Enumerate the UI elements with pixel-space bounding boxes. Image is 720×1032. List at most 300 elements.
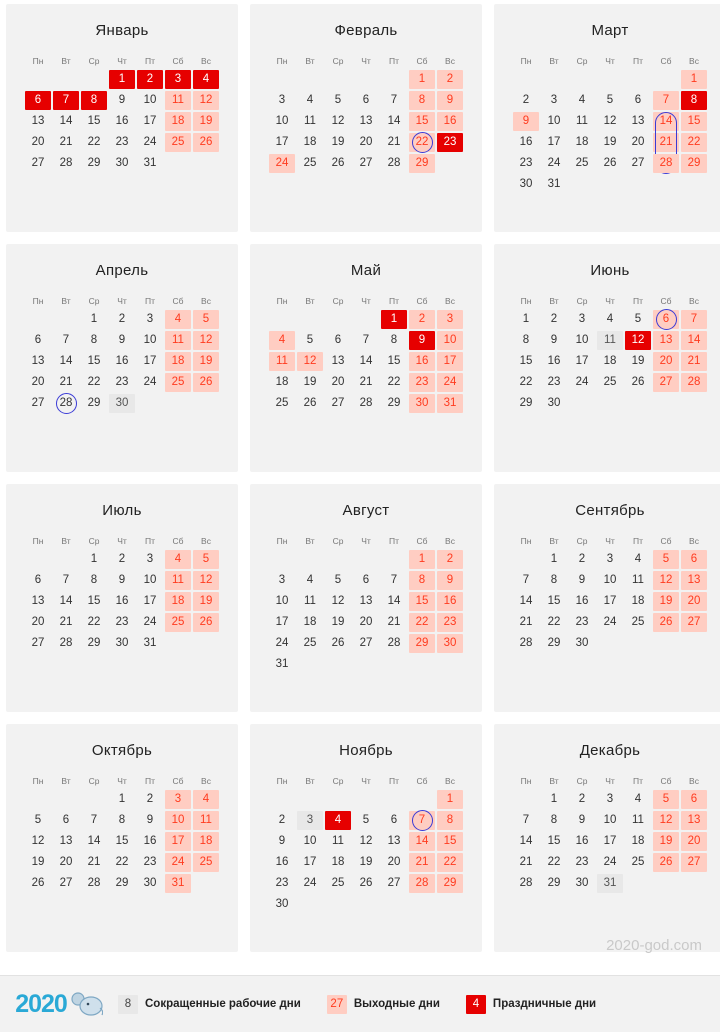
day-cell[interactable] (108, 393, 136, 414)
day-cell[interactable] (324, 90, 352, 111)
day-cell[interactable] (680, 111, 708, 132)
day-cell[interactable] (408, 393, 436, 414)
day-cell[interactable] (436, 633, 464, 654)
day-cell[interactable] (652, 810, 680, 831)
day-cell[interactable] (568, 309, 596, 330)
day-cell[interactable] (296, 90, 324, 111)
day-cell[interactable] (380, 351, 408, 372)
day-cell[interactable] (296, 810, 324, 831)
day-cell[interactable] (408, 549, 436, 570)
day-cell[interactable] (652, 591, 680, 612)
day-cell[interactable] (324, 831, 352, 852)
day-cell[interactable] (596, 789, 624, 810)
day-cell[interactable] (512, 810, 540, 831)
day-cell[interactable] (108, 873, 136, 894)
day-cell[interactable] (268, 351, 296, 372)
day-cell[interactable] (512, 570, 540, 591)
day-cell[interactable] (268, 873, 296, 894)
day-cell[interactable] (408, 153, 436, 174)
day-cell[interactable] (408, 351, 436, 372)
day-cell[interactable] (296, 612, 324, 633)
day-cell[interactable] (436, 873, 464, 894)
day-cell[interactable] (652, 789, 680, 810)
day-cell[interactable] (24, 633, 52, 654)
day-cell[interactable] (512, 351, 540, 372)
day-cell[interactable] (352, 633, 380, 654)
day-cell[interactable] (512, 393, 540, 414)
day-cell[interactable] (108, 570, 136, 591)
day-cell[interactable] (296, 132, 324, 153)
day-cell[interactable] (80, 612, 108, 633)
day-cell[interactable] (652, 90, 680, 111)
day-cell[interactable] (624, 831, 652, 852)
day-cell[interactable] (408, 831, 436, 852)
day-cell[interactable] (408, 810, 436, 831)
day-cell[interactable] (164, 591, 192, 612)
day-cell[interactable] (624, 612, 652, 633)
day-cell[interactable] (324, 570, 352, 591)
day-cell[interactable] (108, 69, 136, 90)
day-cell[interactable] (568, 111, 596, 132)
day-cell[interactable] (192, 831, 220, 852)
day-cell[interactable] (352, 330, 380, 351)
day-cell[interactable] (380, 330, 408, 351)
day-cell[interactable] (436, 111, 464, 132)
day-cell[interactable] (24, 570, 52, 591)
day-cell[interactable] (324, 393, 352, 414)
day-cell[interactable] (192, 591, 220, 612)
day-cell[interactable] (136, 873, 164, 894)
day-cell[interactable] (680, 570, 708, 591)
day-cell[interactable] (296, 633, 324, 654)
day-cell[interactable] (80, 633, 108, 654)
day-cell[interactable] (164, 789, 192, 810)
day-cell[interactable] (52, 873, 80, 894)
day-cell[interactable] (512, 831, 540, 852)
day-cell[interactable] (164, 372, 192, 393)
day-cell[interactable] (324, 810, 352, 831)
day-cell[interactable] (436, 831, 464, 852)
day-cell[interactable] (164, 69, 192, 90)
day-cell[interactable] (436, 591, 464, 612)
day-cell[interactable] (24, 612, 52, 633)
day-cell[interactable] (268, 612, 296, 633)
day-cell[interactable] (540, 132, 568, 153)
day-cell[interactable] (596, 852, 624, 873)
day-cell[interactable] (108, 789, 136, 810)
day-cell[interactable] (352, 852, 380, 873)
day-cell[interactable] (408, 591, 436, 612)
day-cell[interactable] (52, 570, 80, 591)
day-cell[interactable] (268, 591, 296, 612)
day-cell[interactable] (164, 612, 192, 633)
day-cell[interactable] (596, 873, 624, 894)
day-cell[interactable] (52, 612, 80, 633)
day-cell[interactable] (380, 873, 408, 894)
day-cell[interactable] (24, 591, 52, 612)
day-cell[interactable] (80, 372, 108, 393)
day-cell[interactable] (680, 309, 708, 330)
day-cell[interactable] (192, 69, 220, 90)
day-cell[interactable] (192, 132, 220, 153)
day-cell[interactable] (268, 90, 296, 111)
day-cell[interactable] (624, 309, 652, 330)
day-cell[interactable] (108, 372, 136, 393)
day-cell[interactable] (380, 570, 408, 591)
day-cell[interactable] (408, 111, 436, 132)
day-cell[interactable] (324, 591, 352, 612)
day-cell[interactable] (296, 372, 324, 393)
day-cell[interactable] (624, 372, 652, 393)
day-cell[interactable] (268, 372, 296, 393)
day-cell[interactable] (596, 351, 624, 372)
day-cell[interactable] (652, 330, 680, 351)
day-cell[interactable] (408, 852, 436, 873)
day-cell[interactable] (296, 393, 324, 414)
day-cell[interactable] (624, 852, 652, 873)
day-cell[interactable] (436, 570, 464, 591)
day-cell[interactable] (680, 153, 708, 174)
day-cell[interactable] (568, 351, 596, 372)
day-cell[interactable] (24, 330, 52, 351)
day-cell[interactable] (296, 111, 324, 132)
day-cell[interactable] (652, 612, 680, 633)
day-cell[interactable] (52, 90, 80, 111)
day-cell[interactable] (80, 831, 108, 852)
day-cell[interactable] (680, 90, 708, 111)
day-cell[interactable] (296, 852, 324, 873)
day-cell[interactable] (380, 111, 408, 132)
day-cell[interactable] (540, 873, 568, 894)
day-cell[interactable] (80, 549, 108, 570)
day-cell[interactable] (680, 852, 708, 873)
day-cell[interactable] (136, 372, 164, 393)
day-cell[interactable] (680, 372, 708, 393)
day-cell[interactable] (652, 372, 680, 393)
day-cell[interactable] (136, 633, 164, 654)
day-cell[interactable] (352, 591, 380, 612)
day-cell[interactable] (540, 351, 568, 372)
day-cell[interactable] (540, 153, 568, 174)
day-cell[interactable] (540, 570, 568, 591)
day-cell[interactable] (568, 153, 596, 174)
day-cell[interactable] (324, 372, 352, 393)
day-cell[interactable] (164, 852, 192, 873)
day-cell[interactable] (680, 591, 708, 612)
day-cell[interactable] (108, 309, 136, 330)
day-cell[interactable] (408, 612, 436, 633)
day-cell[interactable] (568, 852, 596, 873)
day-cell[interactable] (108, 810, 136, 831)
day-cell[interactable] (268, 132, 296, 153)
day-cell[interactable] (108, 549, 136, 570)
day-cell[interactable] (352, 153, 380, 174)
day-cell[interactable] (596, 831, 624, 852)
day-cell[interactable] (352, 612, 380, 633)
day-cell[interactable] (596, 591, 624, 612)
day-cell[interactable] (540, 831, 568, 852)
day-cell[interactable] (408, 309, 436, 330)
day-cell[interactable] (624, 132, 652, 153)
day-cell[interactable] (540, 393, 568, 414)
day-cell[interactable] (436, 330, 464, 351)
day-cell[interactable] (192, 570, 220, 591)
day-cell[interactable] (596, 132, 624, 153)
day-cell[interactable] (52, 153, 80, 174)
day-cell[interactable] (324, 351, 352, 372)
day-cell[interactable] (52, 132, 80, 153)
day-cell[interactable] (624, 153, 652, 174)
day-cell[interactable] (512, 132, 540, 153)
day-cell[interactable] (380, 153, 408, 174)
day-cell[interactable] (136, 789, 164, 810)
day-cell[interactable] (436, 810, 464, 831)
day-cell[interactable] (512, 612, 540, 633)
day-cell[interactable] (80, 153, 108, 174)
day-cell[interactable] (352, 132, 380, 153)
day-cell[interactable] (540, 789, 568, 810)
day-cell[interactable] (352, 873, 380, 894)
day-cell[interactable] (380, 810, 408, 831)
day-cell[interactable] (596, 549, 624, 570)
day-cell[interactable] (324, 132, 352, 153)
day-cell[interactable] (268, 153, 296, 174)
day-cell[interactable] (540, 852, 568, 873)
day-cell[interactable] (296, 351, 324, 372)
day-cell[interactable] (680, 810, 708, 831)
day-cell[interactable] (324, 633, 352, 654)
day-cell[interactable] (136, 549, 164, 570)
day-cell[interactable] (436, 789, 464, 810)
day-cell[interactable] (108, 591, 136, 612)
day-cell[interactable] (324, 153, 352, 174)
day-cell[interactable] (80, 111, 108, 132)
day-cell[interactable] (52, 810, 80, 831)
day-cell[interactable] (192, 90, 220, 111)
day-cell[interactable] (408, 633, 436, 654)
day-cell[interactable] (136, 852, 164, 873)
day-cell[interactable] (352, 570, 380, 591)
day-cell[interactable] (268, 894, 296, 915)
day-cell[interactable] (352, 111, 380, 132)
day-cell[interactable] (624, 549, 652, 570)
day-cell[interactable] (652, 351, 680, 372)
day-cell[interactable] (296, 591, 324, 612)
day-cell[interactable] (108, 111, 136, 132)
day-cell[interactable] (624, 591, 652, 612)
day-cell[interactable] (512, 372, 540, 393)
day-cell[interactable] (540, 633, 568, 654)
day-cell[interactable] (380, 612, 408, 633)
day-cell[interactable] (624, 330, 652, 351)
day-cell[interactable] (324, 111, 352, 132)
day-cell[interactable] (512, 309, 540, 330)
day-cell[interactable] (436, 309, 464, 330)
day-cell[interactable] (296, 831, 324, 852)
day-cell[interactable] (324, 873, 352, 894)
day-cell[interactable] (324, 330, 352, 351)
day-cell[interactable] (52, 852, 80, 873)
day-cell[interactable] (164, 351, 192, 372)
day-cell[interactable] (192, 612, 220, 633)
day-cell[interactable] (408, 330, 436, 351)
day-cell[interactable] (108, 633, 136, 654)
day-cell[interactable] (380, 591, 408, 612)
day-cell[interactable] (108, 831, 136, 852)
day-cell[interactable] (512, 90, 540, 111)
day-cell[interactable] (108, 852, 136, 873)
day-cell[interactable] (24, 132, 52, 153)
day-cell[interactable] (596, 153, 624, 174)
day-cell[interactable] (108, 132, 136, 153)
day-cell[interactable] (52, 393, 80, 414)
day-cell[interactable] (380, 831, 408, 852)
day-cell[interactable] (52, 831, 80, 852)
day-cell[interactable] (192, 372, 220, 393)
day-cell[interactable] (24, 153, 52, 174)
day-cell[interactable] (568, 570, 596, 591)
day-cell[interactable] (268, 570, 296, 591)
day-cell[interactable] (164, 810, 192, 831)
day-cell[interactable] (108, 330, 136, 351)
day-cell[interactable] (164, 330, 192, 351)
day-cell[interactable] (596, 111, 624, 132)
day-cell[interactable] (512, 633, 540, 654)
day-cell[interactable] (680, 330, 708, 351)
day-cell[interactable] (296, 153, 324, 174)
day-cell[interactable] (164, 111, 192, 132)
day-cell[interactable] (380, 372, 408, 393)
day-cell[interactable] (568, 873, 596, 894)
day-cell[interactable] (436, 90, 464, 111)
day-cell[interactable] (164, 309, 192, 330)
day-cell[interactable] (136, 570, 164, 591)
day-cell[interactable] (596, 612, 624, 633)
day-cell[interactable] (52, 633, 80, 654)
day-cell[interactable] (268, 831, 296, 852)
day-cell[interactable] (324, 852, 352, 873)
day-cell[interactable] (540, 309, 568, 330)
day-cell[interactable] (680, 132, 708, 153)
day-cell[interactable] (680, 612, 708, 633)
day-cell[interactable] (136, 309, 164, 330)
day-cell[interactable] (80, 873, 108, 894)
day-cell[interactable] (624, 789, 652, 810)
day-cell[interactable] (512, 873, 540, 894)
day-cell[interactable] (24, 90, 52, 111)
day-cell[interactable] (680, 351, 708, 372)
day-cell[interactable] (436, 852, 464, 873)
day-cell[interactable] (512, 852, 540, 873)
day-cell[interactable] (164, 570, 192, 591)
day-cell[interactable] (680, 789, 708, 810)
day-cell[interactable] (192, 351, 220, 372)
day-cell[interactable] (268, 654, 296, 675)
day-cell[interactable] (568, 633, 596, 654)
day-cell[interactable] (568, 372, 596, 393)
day-cell[interactable] (380, 309, 408, 330)
day-cell[interactable] (192, 549, 220, 570)
day-cell[interactable] (268, 393, 296, 414)
day-cell[interactable] (408, 132, 436, 153)
day-cell[interactable] (436, 132, 464, 153)
day-cell[interactable] (624, 570, 652, 591)
day-cell[interactable] (80, 852, 108, 873)
day-cell[interactable] (80, 132, 108, 153)
day-cell[interactable] (352, 372, 380, 393)
day-cell[interactable] (408, 69, 436, 90)
day-cell[interactable] (136, 351, 164, 372)
day-cell[interactable] (136, 153, 164, 174)
day-cell[interactable] (80, 570, 108, 591)
day-cell[interactable] (512, 111, 540, 132)
day-cell[interactable] (164, 90, 192, 111)
day-cell[interactable] (596, 810, 624, 831)
day-cell[interactable] (296, 330, 324, 351)
day-cell[interactable] (192, 810, 220, 831)
day-cell[interactable] (352, 351, 380, 372)
day-cell[interactable] (136, 132, 164, 153)
day-cell[interactable] (680, 69, 708, 90)
day-cell[interactable] (436, 393, 464, 414)
day-cell[interactable] (568, 90, 596, 111)
day-cell[interactable] (568, 831, 596, 852)
day-cell[interactable] (540, 810, 568, 831)
day-cell[interactable] (568, 549, 596, 570)
day-cell[interactable] (436, 69, 464, 90)
day-cell[interactable] (52, 591, 80, 612)
day-cell[interactable] (596, 372, 624, 393)
day-cell[interactable] (324, 612, 352, 633)
day-cell[interactable] (24, 393, 52, 414)
day-cell[interactable] (136, 330, 164, 351)
day-cell[interactable] (24, 351, 52, 372)
day-cell[interactable] (352, 90, 380, 111)
day-cell[interactable] (624, 810, 652, 831)
day-cell[interactable] (652, 132, 680, 153)
day-cell[interactable] (136, 591, 164, 612)
day-cell[interactable] (568, 132, 596, 153)
day-cell[interactable] (540, 549, 568, 570)
day-cell[interactable] (680, 549, 708, 570)
day-cell[interactable] (408, 570, 436, 591)
day-cell[interactable] (652, 153, 680, 174)
day-cell[interactable] (652, 549, 680, 570)
day-cell[interactable] (24, 372, 52, 393)
day-cell[interactable] (540, 330, 568, 351)
day-cell[interactable] (408, 372, 436, 393)
day-cell[interactable] (512, 174, 540, 195)
day-cell[interactable] (164, 831, 192, 852)
day-cell[interactable] (568, 612, 596, 633)
day-cell[interactable] (380, 393, 408, 414)
day-cell[interactable] (540, 372, 568, 393)
day-cell[interactable] (540, 90, 568, 111)
day-cell[interactable] (192, 852, 220, 873)
day-cell[interactable] (136, 831, 164, 852)
day-cell[interactable] (80, 90, 108, 111)
day-cell[interactable] (596, 570, 624, 591)
day-cell[interactable] (164, 549, 192, 570)
day-cell[interactable] (268, 852, 296, 873)
day-cell[interactable] (164, 132, 192, 153)
day-cell[interactable] (136, 69, 164, 90)
day-cell[interactable] (192, 309, 220, 330)
day-cell[interactable] (24, 831, 52, 852)
day-cell[interactable] (80, 309, 108, 330)
day-cell[interactable] (568, 591, 596, 612)
day-cell[interactable] (352, 810, 380, 831)
